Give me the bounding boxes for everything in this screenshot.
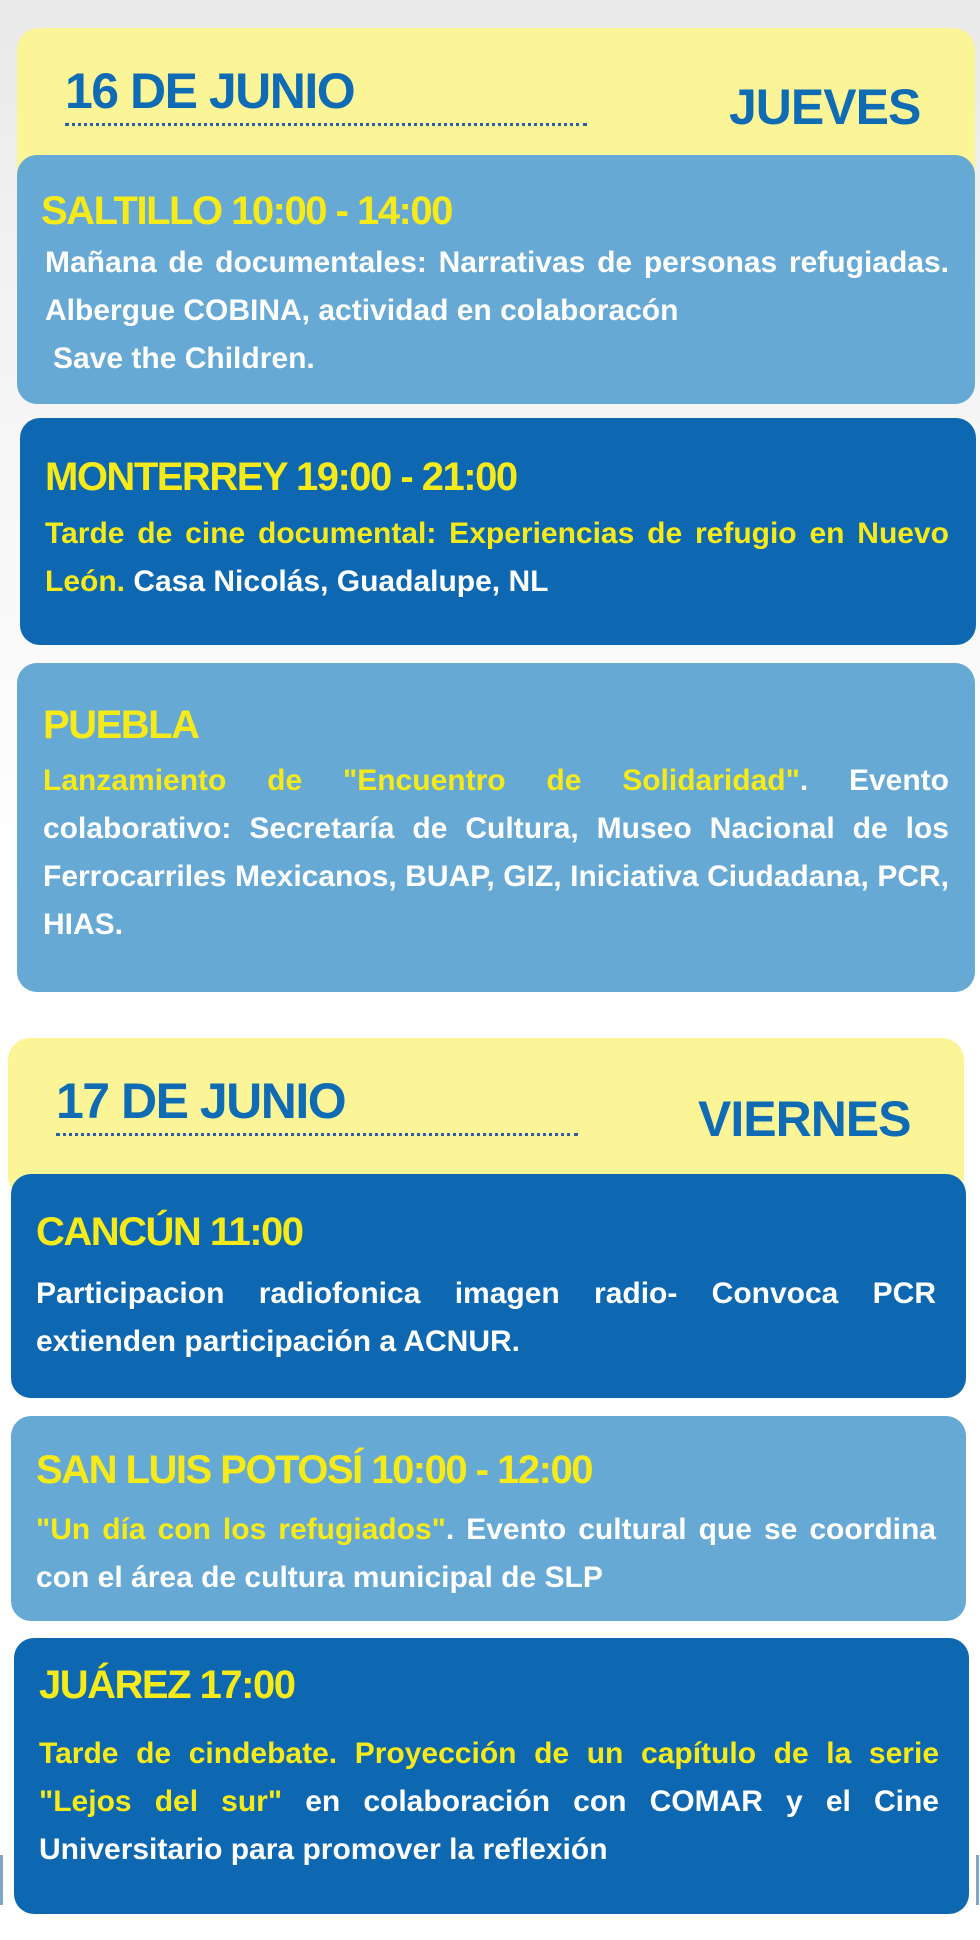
event-description [45,510,949,606]
day-date: 17 DE JUNIO [56,1073,346,1129]
event-body: . Evento colaborativo: Secretaría de Cultura, Museo Nacional de los Ferrocarriles Mexicanos, BUAP, GIZ, Iniciativa Ciudadana, PCR, HIAS. [43,764,949,941]
event-highlight: Tarde de cindebate. Proyección de un capítulo de la serie "Lejos del sur" [39,1737,939,1818]
dotted-divider [65,123,587,126]
event-description [43,757,949,949]
event-card-cancun [11,1174,966,1398]
event-title: SAN LUIS POTOSÍ 10:00 - 12:00 [36,1448,592,1492]
day-weekday: VIERNES [698,1091,911,1147]
event-title: MONTERREY 19:00 - 21:00 [45,455,517,499]
page-edge-right [976,1855,979,1905]
event-description [39,1730,939,1874]
event-description [36,1506,936,1602]
event-card-juarez [14,1638,969,1914]
event-body-line: Save the Children. [53,342,315,375]
event-description [45,239,949,383]
event-card-saltillo [17,155,975,404]
event-body: Mañana de documentales: Narrativas de personas refugiadas. Albergue COBINA, actividad en colaboracón [45,246,949,327]
day-weekday: JUEVES [729,79,921,135]
day-date: 16 DE JUNIO [65,63,355,119]
event-card-puebla [17,663,975,992]
event-body: Casa Nicolás, Guadalupe, NL [125,565,549,598]
event-card-san-luis-potosi [11,1416,966,1621]
event-highlight: "Un día con los refugiados" [36,1513,446,1546]
event-title: PUEBLA [43,703,199,747]
event-body: Participacion radiofonica imagen radio- Convoca PCR extienden participación a ACNUR. [36,1277,936,1358]
dotted-divider [56,1133,578,1136]
event-body: . Evento cultural que se coordina con el área de cultura municipal de SLP [36,1513,936,1594]
page-edge-left [0,1855,3,1905]
event-body: en colaboración con COMAR y el Cine Universitario para promover la reflexión [39,1785,939,1866]
event-title: SALTILLO 10:00 - 14:00 [41,189,452,233]
event-highlight: Tarde de cine documental: Experiencias de refugio en Nuevo León. [45,517,949,598]
event-card-monterrey [20,418,976,645]
event-title: JUÁREZ 17:00 [39,1663,295,1707]
event-title: CANCÚN 11:00 [36,1210,303,1254]
event-description [36,1270,936,1366]
event-highlight: Lanzamiento de "Encuentro de Solidaridad" [43,764,800,797]
